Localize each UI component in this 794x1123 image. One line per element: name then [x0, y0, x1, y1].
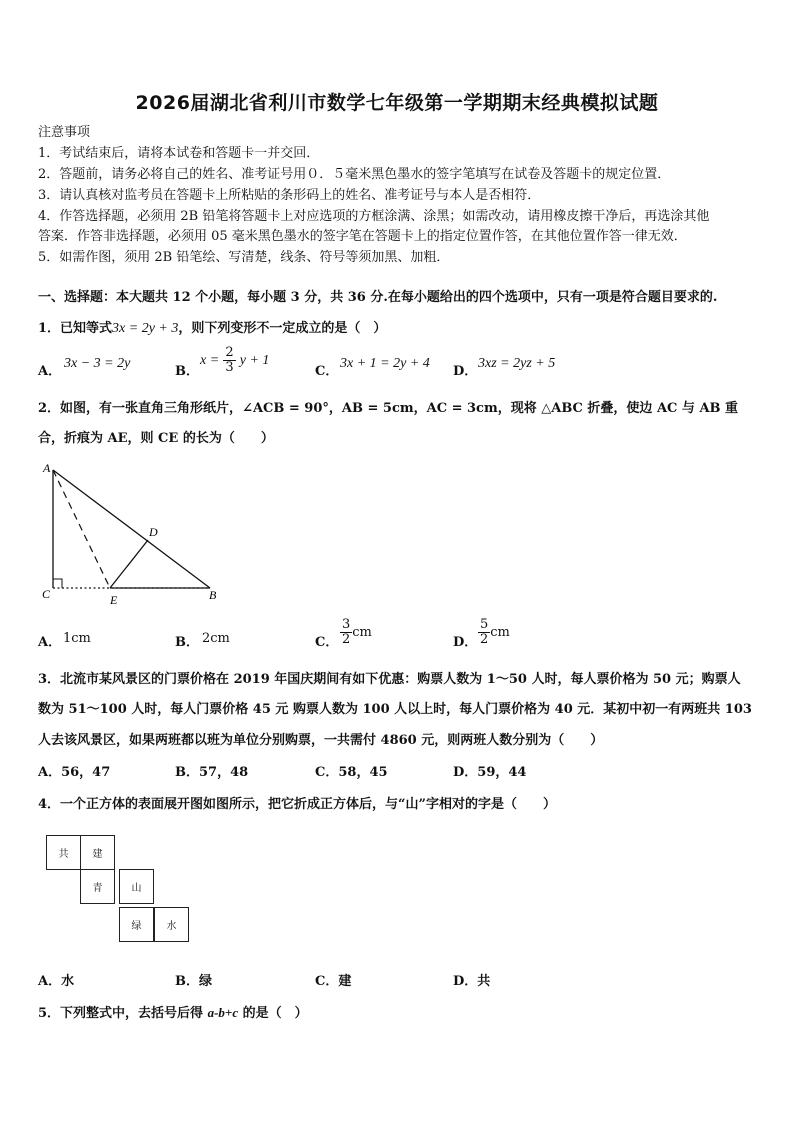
q1-option-c: 3x + 1 = 2y + 4 [340, 356, 430, 371]
notice-heading: 注意事项 [38, 125, 91, 140]
net-cell: 共 [46, 835, 81, 870]
q3-option-b: B．57，48 [175, 765, 249, 780]
q1-option-c-label: C． [315, 364, 339, 379]
triangle-figure [36, 458, 226, 608]
q2-option-c-unit: cm [352, 625, 372, 640]
notice-item: 2．答题前，请务必将自己的姓名、准考证号用０．５毫米黑色墨水的签字笔填写在试卷及答题卡的规定位置． [38, 167, 671, 182]
right-angle-mark [53, 579, 62, 588]
q2-line-2: 合，折痕为 AE，则 CE 的长为（ ） [38, 431, 274, 446]
notice-item: 答案．作答非选择题，必须用 05 毫米黑色墨水的签字笔在答题卡上的指定位置作答，在其他位置作答一律无效． [38, 229, 687, 244]
q2-option-d-label: D． [453, 635, 478, 650]
q3-option-a: A．56，47 [38, 765, 111, 780]
q2-option-b: 2cm [202, 631, 230, 646]
q3-option-d: D．59，44 [453, 765, 527, 780]
q3-line-1: 3．北流市某风景区的门票价格在 2019 年国庆期间有如下优惠：购票人数为 1～50 人时，每人票价格为 50 元；购票人 [38, 672, 741, 687]
q2-option-a: 1cm [63, 631, 91, 646]
net-cell: 山 [119, 869, 154, 904]
q2-option-d-denominator: 2 [480, 632, 489, 647]
q4-option-b: B．绿 [175, 974, 212, 989]
segment-ed [110, 540, 148, 588]
label-e: E [110, 593, 118, 607]
q1-equation: 3x = 2y + 3 [112, 321, 179, 336]
label-a: A [43, 461, 51, 475]
q2-option-d-numerator: 5 [480, 617, 489, 632]
q2-option-b-label: B． [175, 635, 199, 650]
cube-net [46, 835, 196, 945]
q5-prefix: 5．下列整式中，去括号后得 [38, 1006, 204, 1021]
page-title: 2026届湖北省利川市数学七年级第一学期期末经典模拟试题 [135, 92, 659, 114]
question-1 [38, 317, 386, 337]
label-d: D [149, 525, 158, 539]
q1-option-b-denominator: 3 [225, 360, 234, 375]
side-ab [53, 470, 210, 588]
q1-option-a-label: A． [38, 364, 62, 379]
q1-option-b [200, 346, 269, 375]
notice-item: 5．如需作图，须用 2B 铅笔绘、写清楚，线条、符号等须加黑、加粗． [38, 250, 450, 265]
q1-option-b-numerator: 2 [225, 345, 234, 360]
q1-option-a: 3x − 3 = 2y [64, 356, 131, 371]
net-cell: 青 [80, 869, 115, 904]
label-c: C [42, 587, 51, 601]
q2-option-c-numerator: 3 [342, 617, 351, 632]
net-cell: 绿 [119, 907, 154, 942]
q2-option-c-denominator: 2 [342, 632, 351, 647]
q1-suffix: ，则下列变形不一定成立的是（ ） [178, 321, 387, 336]
q1-option-b-pre: x = [200, 353, 220, 368]
notice-item: 3．请认真核对监考员在答题卡上所粘贴的条形码上的姓名、准考证号与本人是否相符． [38, 188, 541, 203]
q5-suffix: 的是（ ） [242, 1006, 308, 1021]
q1-option-b-post: y + 1 [239, 353, 270, 368]
notice-item: 1．考试结束后，请将本试卷和答题卡一并交回． [38, 146, 320, 161]
net-cell: 水 [154, 907, 189, 942]
question-5 [38, 1002, 308, 1021]
q4-option-a: A．水 [38, 974, 75, 989]
q3-option-c: C．58，45 [315, 765, 388, 780]
q3-line-2: 数为 51～100 人时，每人门票价格 45 元 购票人数为 100 人以上时，每人门票价格为 40 元．某初中初一有两班共 103 [38, 702, 752, 717]
q2-option-a-label: A． [38, 635, 62, 650]
q1-option-d-label: D． [453, 364, 478, 379]
q1-prefix: 1．已知等式 [38, 321, 113, 336]
q5-expression: a-b+c [207, 1005, 239, 1020]
q2-line-1: 2．如图，有一张直角三角形纸片，∠ACB = 90°，AB = 5cm，AC = 3cm，现将 △ABC 折叠，使边 AC 与 AB 重 [38, 401, 739, 416]
notice-item: 4．作答选择题，必须用 2B 铅笔将答题卡上对应选项的方框涂满、涂黑；如需改动，请用橡皮擦干净后，再选涂其他 [38, 209, 710, 224]
label-b: B [209, 588, 217, 602]
q4-option-d: D．共 [453, 974, 491, 989]
q2-option-c [340, 618, 372, 647]
fold-line-ae [53, 470, 110, 588]
q4-text: 4．一个正方体的表面展开图如图所示，把它折成正方体后，与“山”字相对的字是（ ） [38, 797, 557, 812]
q2-option-c-label: C． [315, 635, 339, 650]
q1-option-b-label: B． [175, 364, 199, 379]
q1-option-d: 3xz = 2yz + 5 [478, 356, 556, 371]
section-heading: 一、选择题：本大题共 12 个小题，每小题 3 分，共 36 分.在每小题给出的四个选项中，只有一项是符合题目要求的. [38, 290, 718, 305]
q3-line-3: 人去该风景区，如果两班都以班为单位分别购票，一共需付 4860 元，则两班人数分别为（ ） [38, 733, 604, 748]
q2-option-d-unit: cm [490, 625, 510, 640]
q2-option-d [478, 618, 510, 647]
q4-option-c: C．建 [315, 974, 352, 989]
net-cell: 建 [80, 835, 115, 870]
